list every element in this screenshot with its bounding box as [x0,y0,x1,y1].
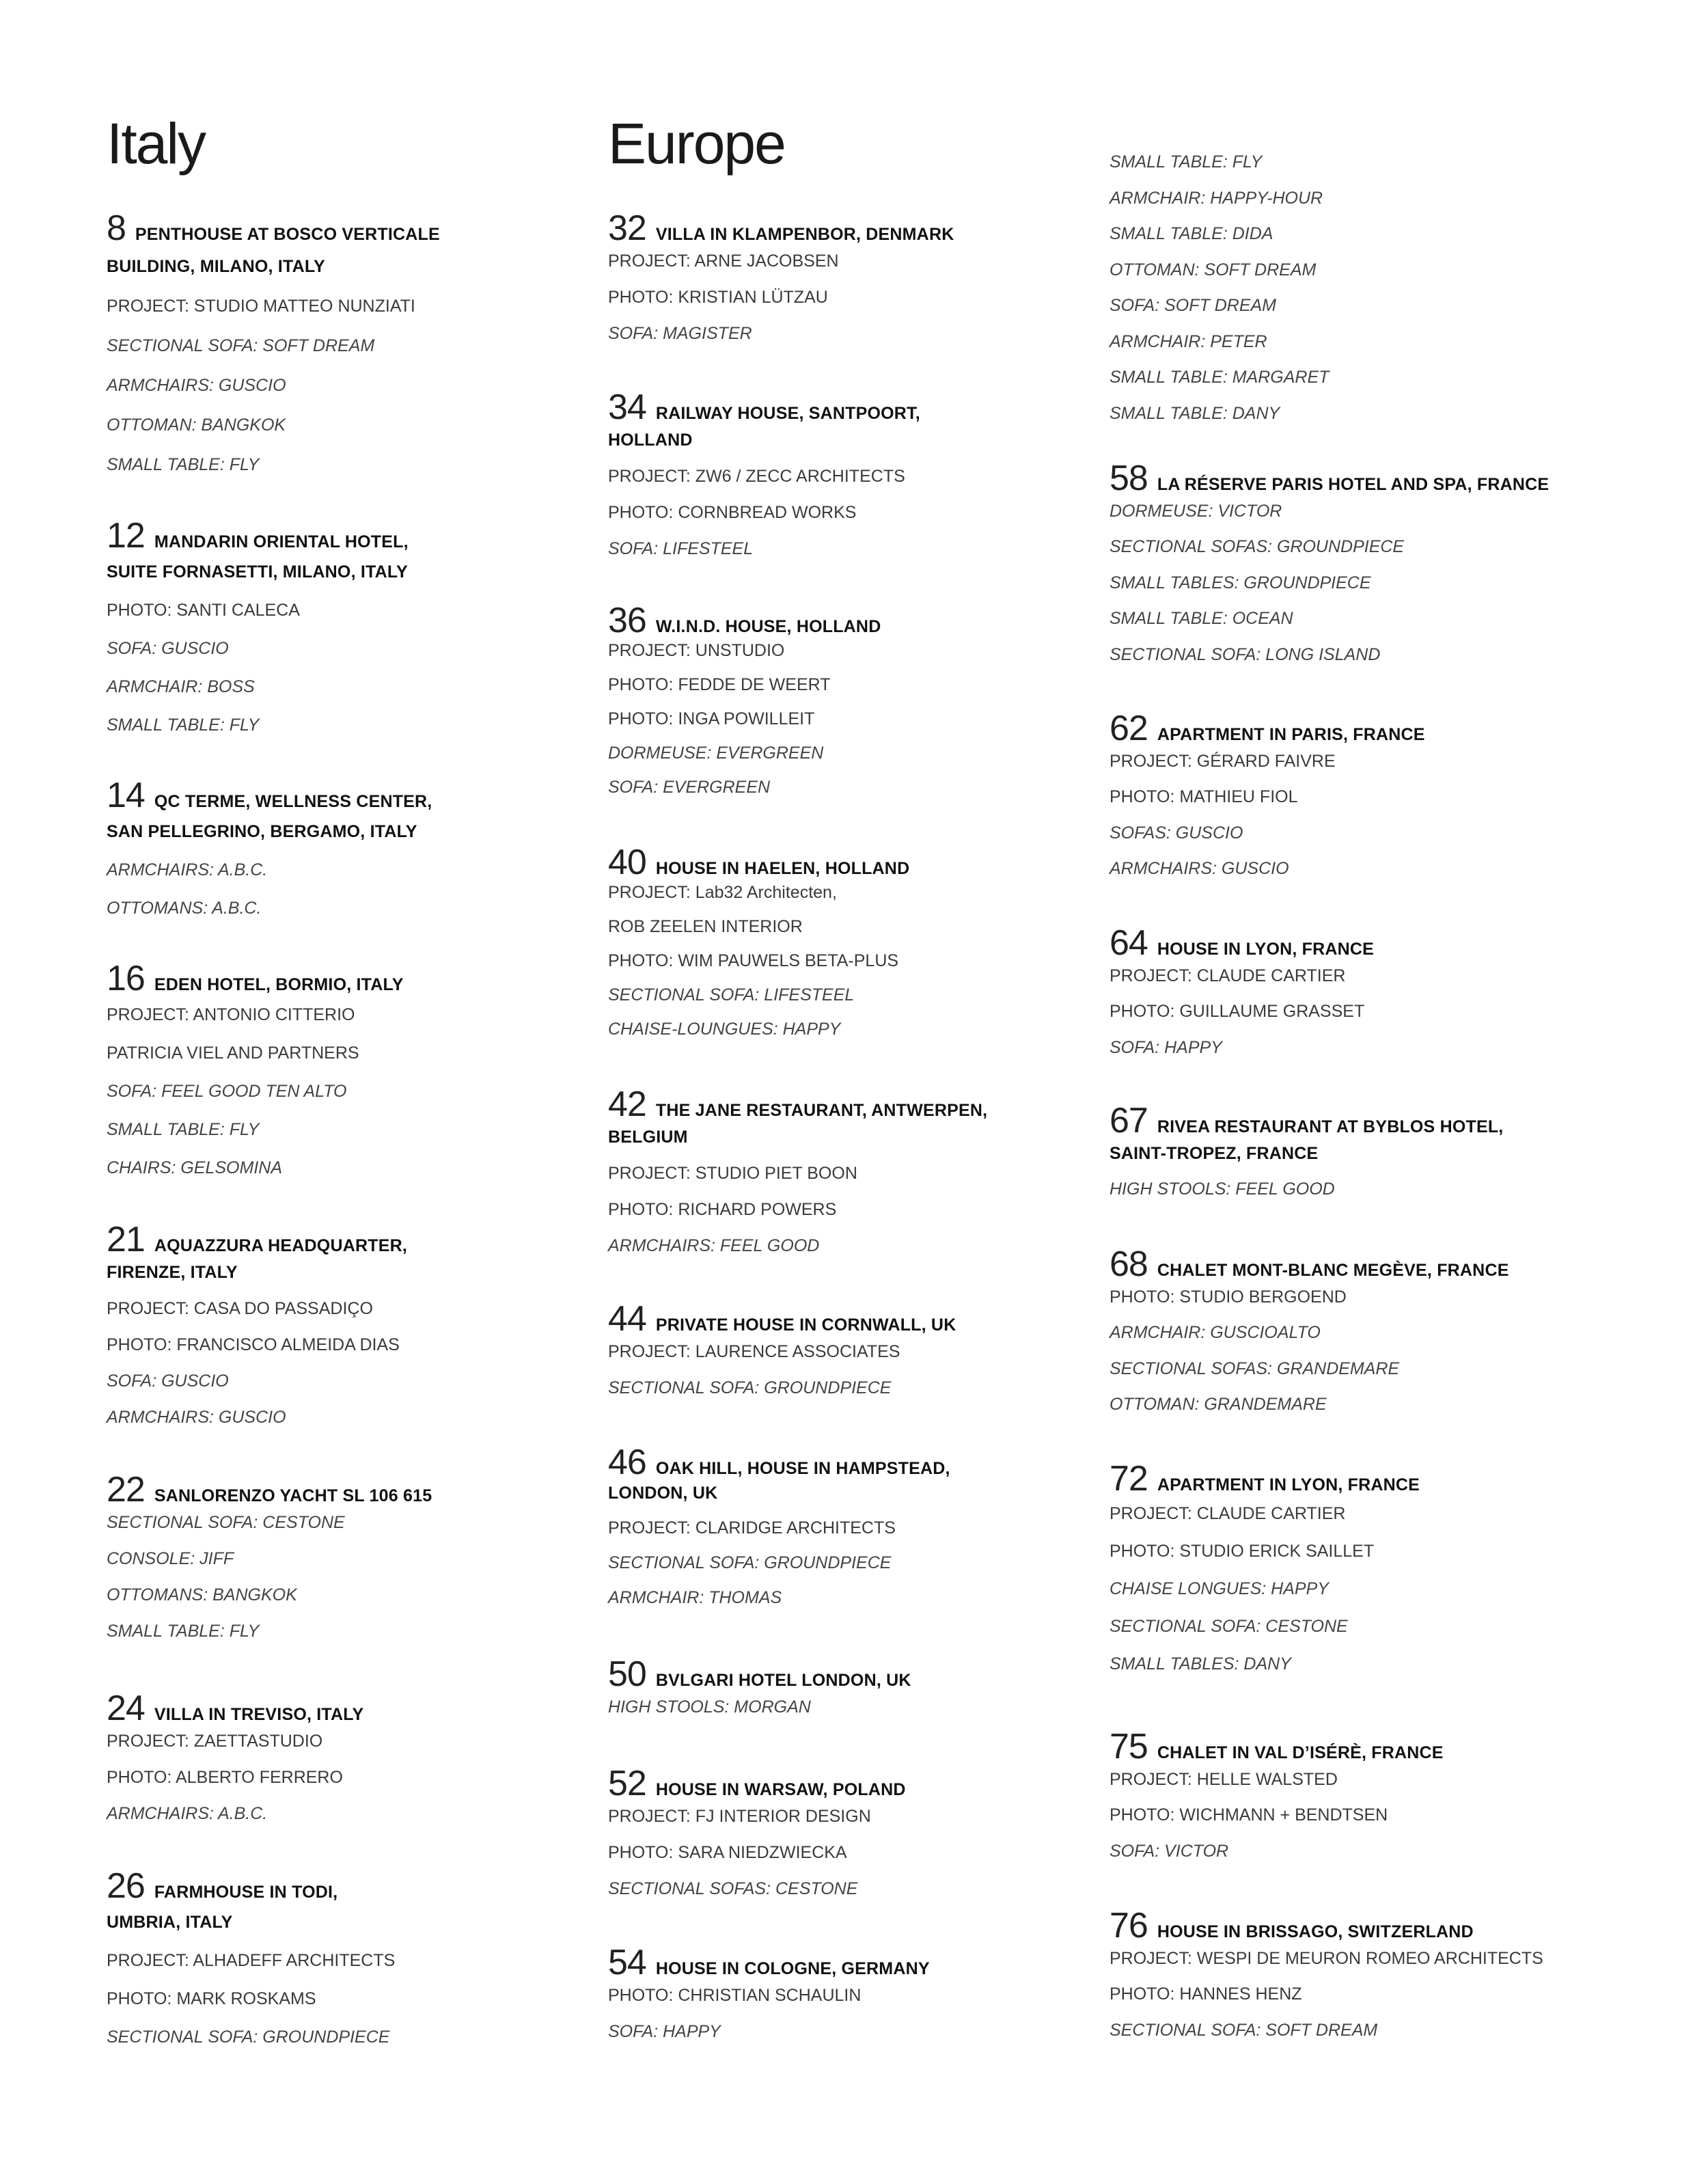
product-line: HIGH STOOLS: MORGAN [608,1697,811,1717]
entry-title: LA RÉSERVE PARIS HOTEL AND SPA, FRANCE [1157,475,1549,494]
entry-header [1110,711,1629,747]
entry-title: RAILWAY HOUSE, SANTPOORT, [655,404,920,423]
credit-line: PROJECT: Lab32 Architecten, [608,883,837,902]
entry-title: CHALET IN VAL D’ISÉRÈ, FRANCE [1157,1743,1444,1762]
entry-title-continued: HOLLAND [608,431,693,450]
section-title-italy: Italy [107,111,206,176]
credit-line: PHOTO: STUDIO ERICK SAILLET [1110,1542,1375,1561]
page-number: 52 [608,1764,646,1803]
credit-line: PROJECT: ZAETTASTUDIO [107,1732,323,1751]
entry-header [107,1691,626,1727]
page-number: 54 [608,1943,646,1982]
entry-header [1110,1246,1629,1283]
entry-title: SANLORENZO YACHT SL 106 615 [154,1486,432,1505]
page-number: 40 [608,843,646,882]
entry-header [1110,461,1629,497]
catalog-entry [107,1868,626,2060]
page-number: 50 [608,1654,646,1694]
entry-title: PRIVATE HOUSE IN CORNWALL, UK [655,1315,956,1335]
credit-line: PHOTO: ALBERTO FERRERO [107,1768,343,1787]
product-line: SECTIONAL SOFA: LONG ISLAND [1110,644,1381,664]
entry-header [608,1766,1127,1802]
catalog-entry [608,1084,1127,1268]
catalog-entry [608,845,1127,1050]
entry-title-continued: LONDON, UK [608,1484,718,1503]
page-number: 26 [107,1866,145,1906]
page-number: 58 [1110,459,1148,498]
entry-title: MANDARIN ORIENTAL HOTEL, [154,532,409,551]
credit-line: PHOTO: MARK ROSKAMS [107,1989,316,2008]
product-line: ARMCHAIRS: A.B.C. [107,860,268,879]
product-line: OTTOMAN: SOFT DREAM [1110,260,1317,279]
page-number: 8 [107,208,126,248]
entry-title: AQUAZZURA HEADQUARTER, [154,1236,407,1255]
credit-line: PHOTO: CORNBREAD WORKS [608,503,857,522]
catalog-entry [107,210,626,488]
product-line: ARMCHAIR: THOMAS [608,1588,782,1607]
product-line: ARMCHAIR: PETER [1110,331,1267,351]
catalog-entry [107,518,626,748]
product-line: SECTIONAL SOFA: CESTONE [1110,1617,1348,1636]
catalog-entry [608,210,1127,355]
entry-title-continued: BUILDING, MILANO, ITALY [107,257,325,276]
product-line: ARMCHAIRS: GUSCIO [107,1408,286,1427]
page-number: 22 [107,1470,145,1510]
entry-title-continued: SAN PELLEGRINO, BERGAMO, ITALY [107,822,417,841]
catalog-entry [107,961,626,1190]
credit-line: PHOTO: HANNES HENZ [1110,1984,1302,2004]
credit-line: PROJECT: LAURENCE ASSOCIATES [608,1342,900,1361]
credit-line: PROJECT: CLAUDE CARTIER [1110,966,1346,985]
product-line: SOFA: VICTOR [1110,1841,1229,1861]
entry-title: APARTMENT IN LYON, FRANCE [1157,1475,1420,1494]
product-line: SMALL TABLE: FLY [107,715,260,735]
page-number: 16 [107,959,145,998]
entry-title: HOUSE IN HAELEN, HOLLAND [655,859,910,878]
credit-line: ROB ZEELEN INTERIOR [608,917,803,936]
product-line: SMALL TABLE: FLY [107,455,260,474]
product-line: SMALL TABLES: GROUNDPIECE [1110,573,1371,592]
product-line: HIGH STOOLS: FEEL GOOD [1110,1179,1335,1199]
entry-header [1110,1103,1629,1139]
entry-title-continued: SAINT-TROPEZ, FRANCE [1110,1143,1319,1163]
entry-title: QC TERME, WELLNESS CENTER, [154,792,432,811]
page-number: 75 [1110,1727,1148,1766]
product-line: SECTIONAL SOFAS: CESTONE [608,1879,858,1898]
product-line: OTTOMANS: BANGKOK [107,1585,297,1604]
product-line: SMALL TABLE: OCEAN [1110,609,1293,628]
entry-title: BVLGARI HOTEL LONDON, UK [655,1671,911,1690]
entry-title: HOUSE IN LYON, FRANCE [1157,940,1375,959]
product-line: ARMCHAIR: HAPPY-HOUR [1110,188,1323,208]
product-line: SECTIONAL SOFAS: GROUNDPIECE [1110,537,1405,556]
page-number: 67 [1110,1101,1148,1141]
entry-header [107,1472,626,1508]
entry-title: FARMHOUSE IN TODI, [154,1883,338,1902]
credit-line: PROJECT: WESPI DE MEURON ROMEO ARCHITECTS [1110,1948,1543,1968]
credit-line: PHOTO: STUDIO BERGOEND [1110,1287,1347,1307]
entry-header [1110,1729,1629,1765]
credit-line: PHOTO: KRISTIAN LÜTZAU [608,288,828,307]
catalog-entry [608,1445,1127,1619]
product-line: ARMCHAIRS: A.B.C. [107,1804,268,1823]
product-line: SMALL TABLE: FLY [107,1120,260,1139]
product-line: SMALL TABLE: DANY [1110,403,1280,423]
page-number: 64 [1110,923,1148,963]
entry-title: OAK HILL, HOUSE IN HAMPSTEAD, [655,1459,950,1478]
catalog-entry [107,1691,626,1835]
page-number: 72 [1110,1459,1148,1499]
entry-header [608,1084,1127,1124]
entry-header [1110,1461,1629,1499]
credit-line: PROJECT: STUDIO MATTEO NUNZIATI [107,297,415,316]
credit-line: PHOTO: WICHMANN + BENDTSEN [1110,1805,1388,1825]
product-line: SMALL TABLES: DANY [1110,1654,1291,1674]
product-line: SECTIONAL SOFA: LIFESTEEL [608,985,855,1005]
credit-line: PHOTO: RICHARD POWERS [608,1200,837,1219]
entry-header [608,387,1127,427]
product-line: ARMCHAIR: BOSS [107,677,255,696]
entry-title-continued: UMBRIA, ITALY [107,1913,233,1932]
credit-line: PROJECT: STUDIO PIET BOON [608,1164,857,1183]
catalog-entry [608,387,1127,571]
catalog-entry [1110,1908,1629,2051]
page-number: 32 [608,208,646,248]
product-line: SOFA: SOFT DREAM [1110,296,1276,315]
catalog-entry [1110,1729,1629,1872]
credit-line: PROJECT: ARNE JACOBSEN [608,251,839,271]
entry-title: HOUSE IN WARSAW, POLAND [655,1780,906,1799]
catalog-entry [1110,1103,1629,1211]
product-line: CHAISE-LOUNGUES: HAPPY [608,1020,841,1039]
product-line: CONSOLE: JIFF [107,1549,234,1568]
page-number: 14 [107,776,145,815]
product-line: OTTOMAN: GRANDEMARE [1110,1395,1327,1414]
credit-line: PHOTO: FEDDE DE WEERT [608,675,831,694]
entry-header [608,843,1127,882]
entry-header [608,601,1127,640]
catalog-entry [608,603,1127,808]
catalog-entry [1110,711,1629,890]
credit-line: PROJECT: FJ INTERIOR DESIGN [608,1807,871,1826]
credit-line: PROJECT: CLARIDGE ARCHITECTS [608,1518,896,1538]
product-line: SMALL TABLE: DIDA [1110,224,1273,243]
entry-title: THE JANE RESTAURANT, ANTWERPEN, [655,1101,988,1120]
credit-line: PHOTO: SANTI CALECA [107,601,300,620]
entry-header [608,1443,1127,1482]
page-number: 24 [107,1689,145,1728]
page-number: 21 [107,1220,145,1259]
credit-line: PROJECT: ANTONIO CITTERIO [107,1005,355,1024]
product-line: SOFA: GUSCIO [107,639,229,658]
page-number: 44 [608,1299,646,1339]
credit-line: PHOTO: WIM PAUWELS BETA-PLUS [608,951,899,970]
entry-title: VILLA IN KLAMPENBOR, DENMARK [655,225,954,244]
entry-header [107,518,626,556]
product-line: SMALL TABLE: MARGARET [1110,368,1330,387]
product-line: ARMCHAIRS: GUSCIO [1110,859,1289,878]
credit-line: PHOTO: INGA POWILLEIT [608,709,815,728]
entry-title: VILLA IN TREVISO, ITALY [154,1705,364,1724]
entry-header [107,778,626,816]
product-line: DORMEUSE: EVERGREEN [608,743,824,763]
product-line: ARMCHAIRS: GUSCIO [107,376,286,395]
credit-line: PROJECT: ALHADEFF ARCHITECTS [107,1951,396,1970]
page-number: 76 [1110,1906,1148,1945]
catalog-entry [1110,148,1629,435]
entry-header [107,1868,626,1907]
entry-title: PENTHOUSE AT BOSCO VERTICALE [135,225,440,244]
entry-title-continued: BELGIUM [608,1128,688,1147]
catalog-entry [1110,1246,1629,1426]
catalog-entry [608,1656,1127,1729]
product-line: SOFA: GUSCIO [107,1371,229,1391]
page-number: 62 [1110,709,1148,748]
entry-header [608,1656,1127,1693]
entry-header [107,1222,626,1258]
entry-header [608,210,1127,247]
entry-title: HOUSE IN BRISSAGO, SWITZERLAND [1157,1922,1474,1941]
entry-title: APARTMENT IN PARIS, FRANCE [1157,725,1425,744]
entry-header [1110,1908,1629,1944]
product-line: SOFA: HAPPY [1110,1037,1222,1057]
page-number: 68 [1110,1244,1148,1284]
page-number: 12 [107,516,145,556]
product-line: SECTIONAL SOFA: GROUNDPIECE [107,2027,390,2047]
product-line: SECTIONAL SOFA: SOFT DREAM [107,336,375,355]
credit-line: PROJECT: CLAUDE CARTIER [1110,1504,1346,1523]
product-line: SECTIONAL SOFAS: GRANDEMARE [1110,1358,1400,1378]
product-line: SOFA: LIFESTEEL [608,539,754,558]
credit-line: PATRICIA VIEL AND PARTNERS [107,1043,359,1063]
entry-header [107,961,626,999]
entry-title: EDEN HOTEL, BORMIO, ITALY [154,975,404,994]
page-number: 42 [608,1084,646,1124]
page-number: 36 [608,601,646,640]
entry-title: W.I.N.D. HOUSE, HOLLAND [655,617,881,636]
product-line: ARMCHAIRS: FEEL GOOD [608,1236,820,1255]
credit-line: PROJECT: ZW6 / ZECC ARCHITECTS [608,467,905,486]
credit-line: PHOTO: MATHIEU FIOL [1110,787,1298,806]
product-line: CHAISE LONGUES: HAPPY [1110,1579,1329,1598]
credit-line: PHOTO: CHRISTIAN SCHAULIN [608,1986,862,2005]
product-line: DORMEUSE: VICTOR [1110,501,1282,521]
entry-title-continued: FIRENZE, ITALY [107,1263,238,1282]
product-line: OTTOMANS: A.B.C. [107,899,262,918]
credit-line: PHOTO: GUILLAUME GRASSET [1110,1002,1365,1021]
credit-line: PROJECT: HELLE WALSTED [1110,1769,1338,1789]
credit-line: PROJECT: UNSTUDIO [608,641,785,660]
credit-line: PROJECT: GÉRARD FAIVRE [1110,751,1336,771]
product-line: SOFAS: GUSCIO [1110,823,1243,843]
section-title-europe: Europe [608,111,785,176]
catalog-entry [608,1301,1127,1410]
product-line: SECTIONAL SOFA: GROUNDPIECE [608,1378,892,1397]
product-line: SECTIONAL SOFA: CESTONE [107,1513,345,1532]
credit-line: PROJECT: CASA DO PASSADIÇO [107,1299,373,1318]
product-line: SECTIONAL SOFA: SOFT DREAM [1110,2020,1378,2040]
entry-title: CHALET MONT-BLANC MEGÈVE, FRANCE [1157,1261,1509,1280]
product-line: ARMCHAIR: GUSCIOALTO [1110,1323,1321,1342]
catalog-entry [1110,461,1629,676]
entry-header [1110,925,1629,961]
entry-title-continued: SUITE FORNASETTI, MILANO, ITALY [107,562,408,582]
catalog-entry [107,1472,626,1653]
product-line: SMALL TABLE: FLY [107,1622,260,1641]
product-line: SOFA: HAPPY [608,2022,721,2041]
catalog-entry [1110,1461,1629,1686]
entry-header [608,1301,1127,1337]
credit-line: PHOTO: SARA NIEDZWIECKA [608,1843,847,1862]
credit-line: PHOTO: FRANCISCO ALMEIDA DIAS [107,1335,400,1354]
product-line: SOFA: MAGISTER [608,324,752,343]
entry-title: RIVEA RESTAURANT AT BYBLOS HOTEL, [1157,1117,1504,1136]
catalog-entry [608,1766,1127,1911]
product-line: OTTOMAN: BANGKOK [107,415,286,435]
entry-header [107,210,626,250]
product-line: SECTIONAL SOFA: GROUNDPIECE [608,1553,892,1572]
catalog-entry [107,1222,626,1439]
page-number: 34 [608,387,646,427]
entry-title: HOUSE IN COLOGNE, GERMANY [655,1959,930,1978]
product-line: SMALL TABLE: FLY [1110,152,1263,172]
catalog-entry [107,778,626,931]
product-line: SOFA: EVERGREEN [608,778,771,797]
catalog-entry [608,1945,1127,2053]
catalog-entry [1110,925,1629,1069]
entry-header [608,1945,1127,1981]
page-number: 46 [608,1443,646,1482]
product-line: SOFA: FEEL GOOD TEN ALTO [107,1082,347,1101]
product-line: CHAIRS: GELSOMINA [107,1158,282,1177]
